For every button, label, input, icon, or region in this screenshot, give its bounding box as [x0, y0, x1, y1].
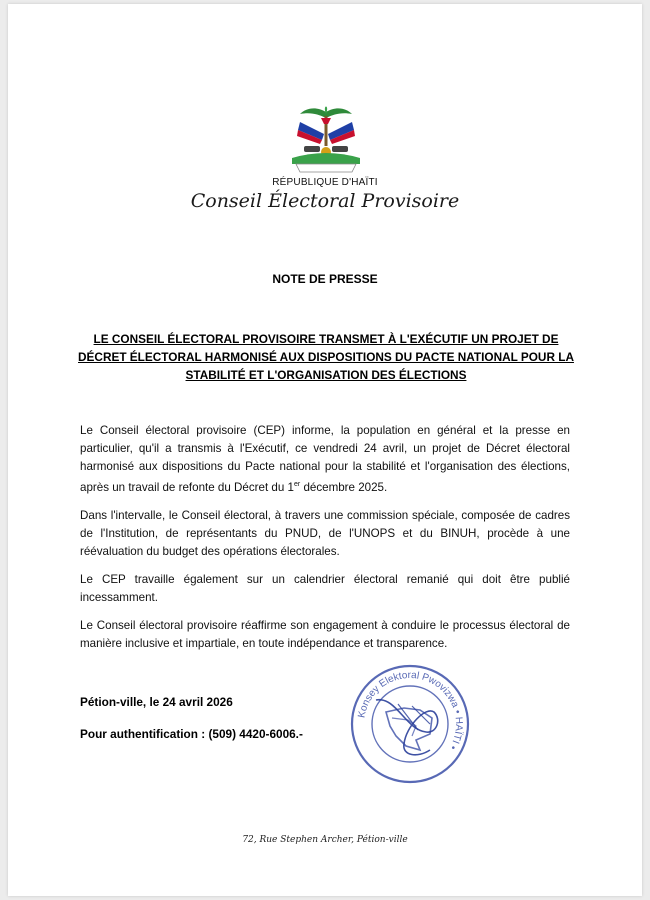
official-stamp-icon	[346, 660, 474, 788]
paragraph-4: Le Conseil électoral provisoire réaffirme son engagement à conduire le processus électoral de manière inclusive et impartiale, en toute indépendance et transparence.	[80, 618, 570, 650]
paragraph-3: Le CEP travaille également sur un calendrier électoral remanié qui doit être publié incessamment.	[80, 572, 570, 604]
haiti-coat-of-arms-icon	[286, 104, 366, 176]
paragraph-1-end: décembre 2025.	[300, 480, 388, 494]
paragraph-1-text: Le Conseil électoral provisoire (CEP) informe, la population en général et la presse en particulier, qu'il a transmis à l'Exécutif, ce vendredi 24 avril, un projet de Décret électoral harmonisé aux dispositions du Pacte national pour la stabilité et l'organisation des élections, après un travail de refonte du Décret du 1	[80, 424, 570, 494]
stamp-ring-text: Konsey Elektoral Pwovizwa • HAÏTI •	[356, 669, 465, 752]
press-body	[80, 422, 570, 663]
ordinal-superscript: er	[293, 481, 301, 488]
note-title: NOTE DE PRESSE	[272, 272, 378, 286]
place-date: Pétion-ville, le 24 avril 2026	[80, 695, 233, 709]
press-headline: LE CONSEIL ÉLECTORAL PROVISOIRE TRANSMET À L'EXÉCUTIF UN PROJET DE DÉCRET ÉLECTORAL HARMONISÉ AUX DISPOSITIONS DU PACTE NATIONAL POUR LA STABILITÉ ET L'ORGANISATION DES ÉLECTIONS	[78, 332, 574, 382]
authentication-line: Pour authentification : (509) 4420-6006.-	[80, 727, 303, 741]
institution-name: Conseil Électoral Provisoire	[190, 190, 460, 212]
footer-address: 72, Rue Stephen Archer, Pétion-ville	[242, 835, 408, 845]
press-note-page	[8, 4, 642, 896]
paragraph-2: Dans l'intervalle, le Conseil électoral, à travers une commission spéciale, composée de cadres de l'Institution, de représentants du PNUD, de l'UNOPS et du BINUH, procède à une réévaluation du budget des opérations électorales.	[80, 508, 570, 558]
paragraph-1	[80, 422, 570, 497]
republic-title: RÉPUBLIQUE D'HAÏTI	[272, 177, 378, 188]
